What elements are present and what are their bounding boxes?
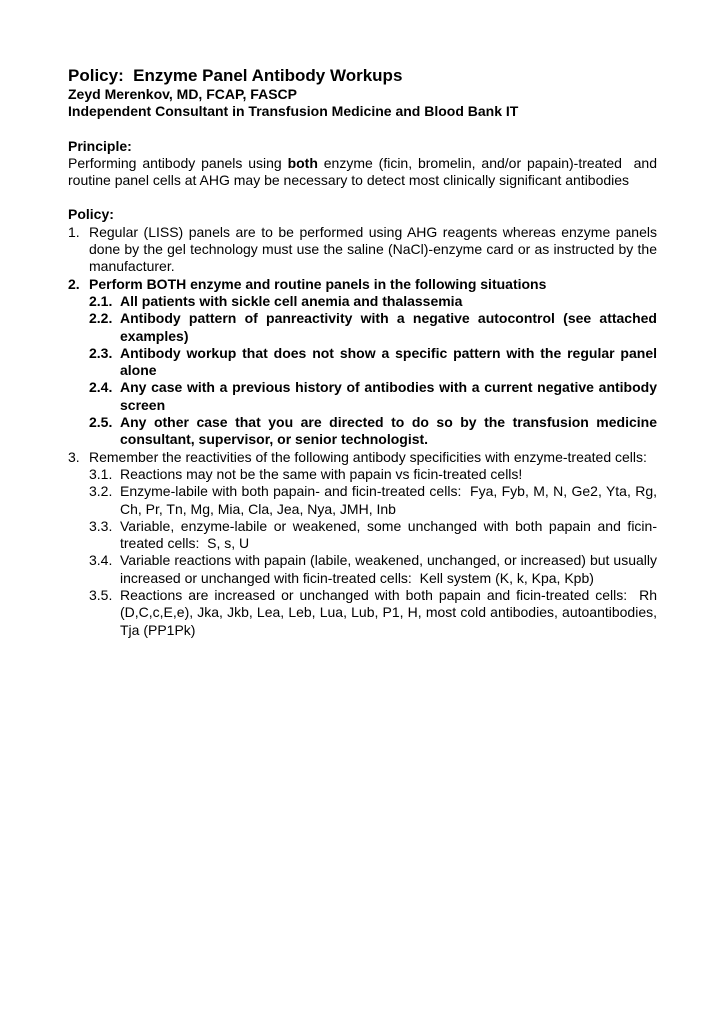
policy-subitem-2-1-number: 2.1. [89, 292, 113, 309]
policy-item-1-number: 1. [68, 223, 80, 240]
policy-subitem-2-5-text: Any other case that you are directed to do so by the transfusion medicine consultant, supervisor, or senior technologist. [120, 414, 661, 448]
policy-subitem-2-4-text: Any case with a previous history of antibodies with a current negative antibody screen [120, 379, 661, 413]
policy-item-2-text: Perform BOTH enzyme and routine panels in the following situations [89, 275, 547, 292]
policy-item-3-number: 3. [68, 448, 80, 465]
principle-paragraph [68, 154, 661, 190]
policy-item-1-text: Regular (LISS) panels are to be performed using AHG reagents whereas enzyme panels done by the gel technology must use the saline (NaCl)-enzyme card or as instructed by the manufacturer. [89, 223, 661, 275]
policy-subitem-3-4-number: 3.4. [89, 552, 113, 569]
policy-item-2-content [89, 275, 661, 449]
policy-subitem-2-2 [89, 310, 661, 345]
policy-subitem-2-2-text: Antibody pattern of panreactivity with a negative autocontrol (see attached examples) [120, 310, 661, 344]
policy-subitem-3-5-text: Reactions are increased or unchanged with both papain and ficin-treated cells: Rh (D,C,c,E,e), Jka, Jkb, Lea, Leb, Lua, Lub, P1, H, most cold antibodies, autoantibodies, Tja (PP1Pk) [120, 587, 661, 638]
policy-subitem-3-4 [89, 552, 661, 587]
document-title: Policy: Enzyme Panel Antibody Workups [68, 66, 403, 85]
policy-subitem-2-2-number: 2.2. [89, 310, 113, 327]
policy-subitem-3-2-text: Enzyme-labile with both papain- and ficin-treated cells: Fya, Fyb, M, N, Ge2, Yta, Rg, Ch, Pr, Tn, Mg, Mia, Cla, Jea, Nya, JMH, Inb [120, 483, 661, 517]
policy-heading: Policy: [68, 206, 114, 223]
policy-subitem-2-1-text: All patients with sickle cell anemia and thalassemia [120, 292, 463, 309]
policy-subitem-3-5 [89, 587, 661, 639]
policy-subitem-2-5-number: 2.5. [89, 414, 113, 431]
principle-text-after: enzyme (ficin, bromelin, and/or papain)-treated and routine panel cells at AHG may be necessary to detect most clinically significant antibodies [68, 154, 661, 189]
policy-subitem-2-4 [89, 379, 661, 414]
policy-subitem-3-3-text: Variable, enzyme-labile or weakened, some unchanged with both papain and ficin-treated cells: S, s, U [120, 517, 657, 552]
principle-heading: Principle: [68, 137, 132, 154]
policy-item-3-text: Remember the reactivities of the following antibody specificities with enzyme-treated cells: [89, 448, 647, 465]
policy-subitem-2-3-number: 2.3. [89, 344, 113, 361]
policy-subitem-3-2 [89, 483, 661, 518]
policy-subitem-3-4-text: Variable reactions with papain (labile, weakened, unchanged, or increased) but usually increased or unchanged with ficin-treated cells: Kell system (K, k, Kpa, Kpb) [120, 552, 661, 586]
policy-subitem-3-3 [89, 518, 657, 553]
policy-subitem-2-3-text: Antibody workup that does not show a specific pattern with the regular panel alone [120, 344, 661, 379]
policy-subitem-3-3-number: 3.3. [89, 517, 113, 534]
policy-item-3 [68, 448, 661, 639]
policy-subitem-3-1 [89, 466, 657, 483]
principle-text-before: Performing antibody panels using [68, 154, 288, 171]
author-line: Zeyd Merenkov, MD, FCAP, FASCP [68, 86, 297, 102]
principle-bold-word: both [287, 154, 318, 171]
policy-subitem-3-2-number: 3.2. [89, 483, 113, 500]
policy-subitem-2-4-number: 2.4. [89, 379, 113, 396]
policy-item-2 [68, 275, 661, 449]
policy-subitem-3-1-text: Reactions may not be the same with papain vs ficin-treated cells! [120, 465, 523, 482]
policy-item-3-content [89, 448, 661, 639]
author-role-line: Independent Consultant in Transfusion Medicine and Blood Bank IT [68, 103, 519, 120]
policy-item-2-number: 2. [68, 275, 80, 292]
policy-subitem-3-1-number: 3.1. [89, 465, 113, 482]
policy-subitem-2-3 [89, 344, 661, 380]
policy-subitem-2-5 [89, 414, 661, 449]
policy-item-1 [68, 223, 661, 276]
policy-subitem-2-1 [89, 293, 657, 310]
policy-subitem-3-5-number: 3.5. [89, 587, 113, 604]
